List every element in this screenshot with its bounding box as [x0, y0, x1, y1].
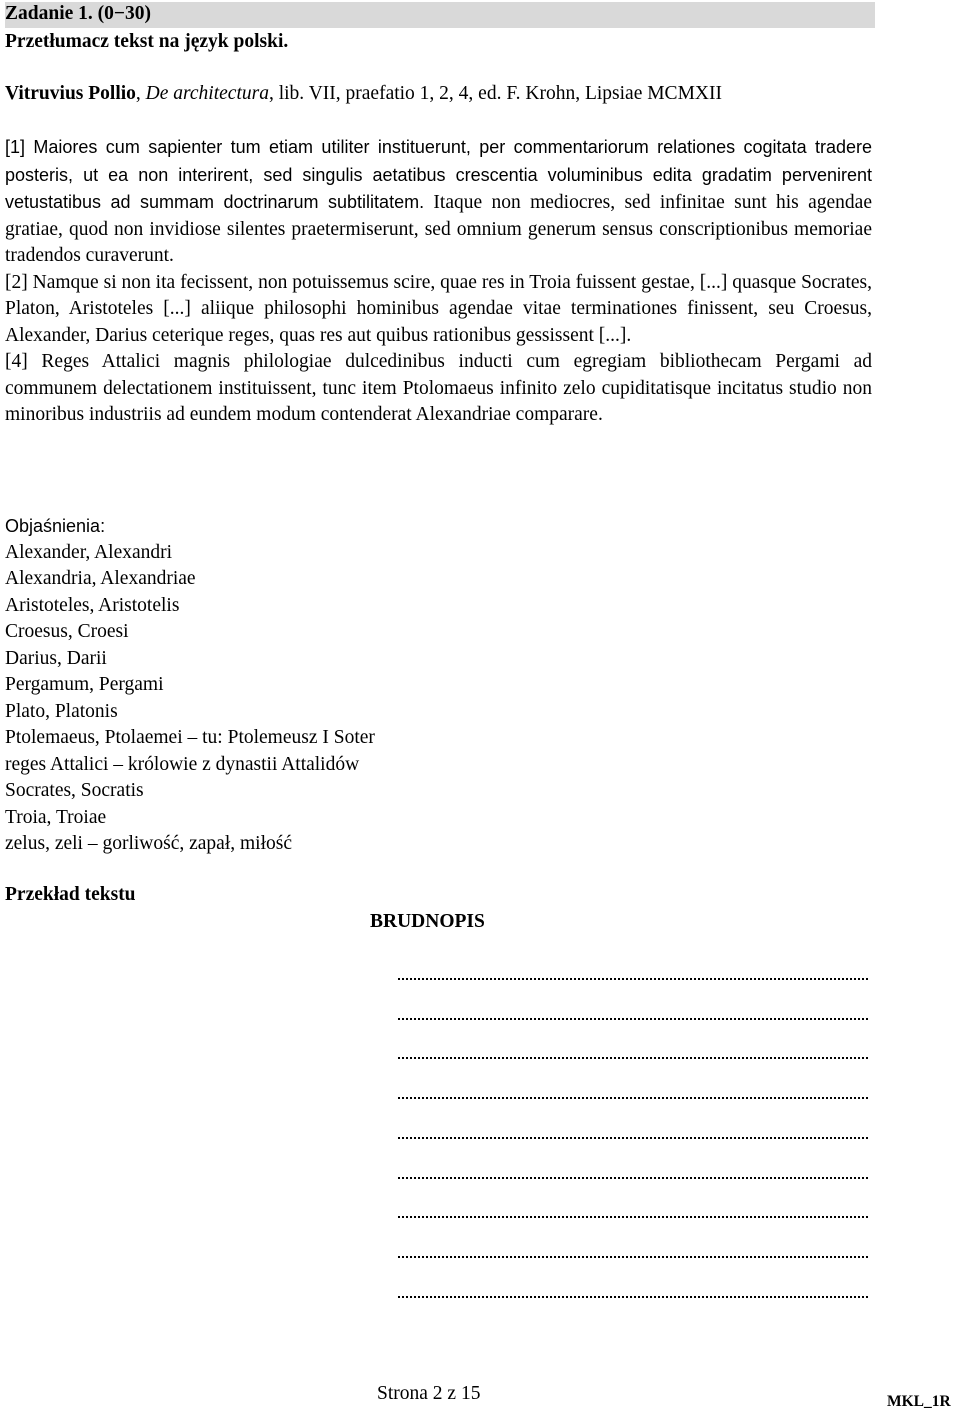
answer-line[interactable] [398, 1216, 868, 1218]
glossary-item: Alexandria, Alexandriae [5, 568, 196, 589]
answer-line[interactable] [398, 978, 868, 980]
latin-paragraph-1 [5, 134, 872, 270]
glossary-item: Alexander, Alexandri [5, 541, 173, 563]
exam-code: MKL_1R [887, 1393, 951, 1410]
glossary-item: Ptolemaeus, Ptolaemei – tu: Ptolemeusz I Soter [5, 727, 375, 748]
glossary-heading: Objaśnienia: [5, 516, 106, 536]
glossary-item: Croesus, Croesi [5, 621, 129, 642]
glossary-item: Plato, Platonis [5, 700, 118, 722]
glossary-item: Pergamum, Pergami [5, 674, 164, 695]
glossary-item: reges Attalici – królowie z dynastii Attalidów [5, 753, 360, 775]
answer-line[interactable] [398, 1057, 868, 1059]
glossary-item: Darius, Darii [5, 647, 107, 669]
glossary-item: Aristoteles, Aristotelis [5, 594, 180, 616]
source-citation [5, 83, 722, 105]
answer-line[interactable] [398, 1256, 868, 1258]
answer-line[interactable] [398, 1296, 868, 1298]
latin-paragraph-4: [4] Reges Attalici magnis philologiae dulcedinibus inducti cum egregiam bibliothecam Pergami ad communem delectationem instituissent, tunc item Ptolomaeus infinito zelo cupiditatisque incitatus studio non minoribus industriis ad eundem modum contenderat Alexandriae comparare. [5, 351, 872, 425]
glossary-item: Troia, Troiae [5, 806, 107, 828]
draft-heading: BRUDNOPIS [370, 911, 485, 932]
answer-line[interactable] [398, 1097, 868, 1099]
source-author: Vitruvius Pollio [5, 83, 136, 104]
glossary [5, 513, 375, 858]
answer-line[interactable] [398, 1137, 868, 1139]
task-instruction: Przetłumacz tekst na język polski. [5, 31, 289, 52]
latin-paragraph-1-part-1: [1] Maiores cum sapienter tum etiam utiliter instituerunt, per commentariorum relationes cogitata tradere posteris, ut ea non interirent, sed singulis aetatibus crescentia voluminibus edita gradatim pervenirent vetustatibus ad summam doctrinarum subtilitatem. [5, 137, 872, 212]
translation-heading: Przekład tekstu [5, 884, 136, 905]
glossary-item: zelus, zeli – gorliwość, zapał, miłość [5, 833, 292, 854]
task-title: Zadanie 1. (0−30) [5, 3, 151, 24]
source-separator: , [135, 83, 146, 104]
latin-paragraph-2: [2] Namque si non ita fecissent, non potuissemus scire, quae res in Troia fuissent gestae, [...] quasque Socrates, Platon, Aristoteles [...] aliique philosophi hominibus agendae vitae terminationes finissent, seu Croesus, Alexander, Darius ceterique reges, quas res aut quibus rationibus gessissent [...]. [5, 271, 872, 346]
source-details: , lib. VII, praefatio 1, 2, 4, ed. F. Krohn, Lipsiae MCMXII [268, 83, 722, 104]
source-work-title: De architectura [145, 83, 269, 104]
answer-line[interactable] [398, 1177, 868, 1179]
glossary-item: Socrates, Socratis [5, 780, 144, 801]
latin-text [5, 134, 872, 429]
page-number: Strona 2 z 15 [377, 1383, 481, 1404]
latin-paragraph-1-part-2: Itaque non mediocres, sed infinitae sunt his agendae gratiae, quod non invidiose silentes praetermiserunt, sed omnium generum sensus conscriptionibus memoriae tradendos curaverunt. [5, 192, 872, 266]
answer-line[interactable] [398, 1018, 868, 1020]
